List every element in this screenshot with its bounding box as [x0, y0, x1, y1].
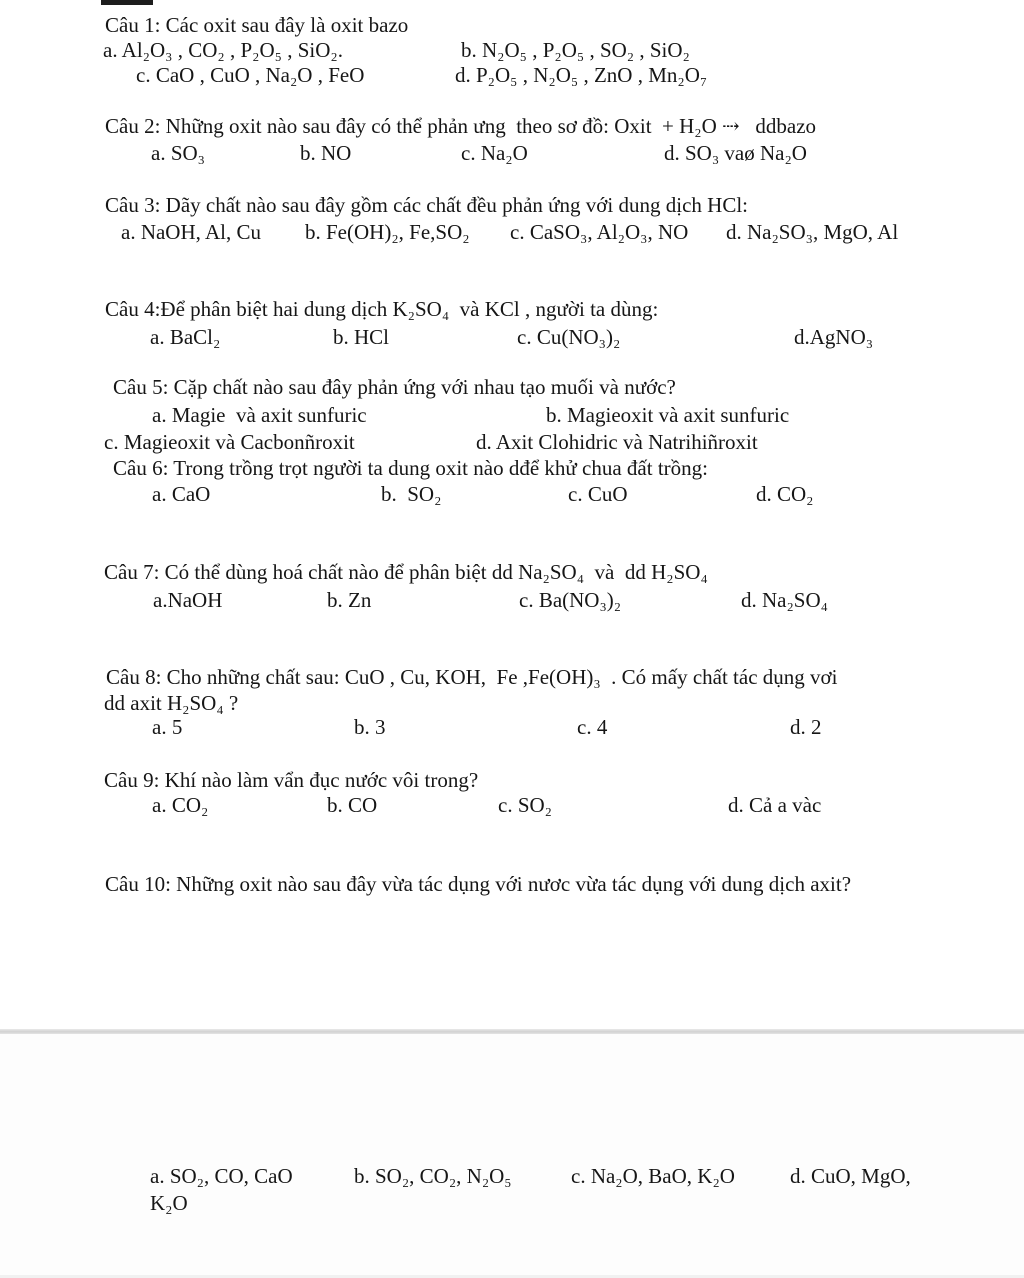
question-9-option-b: b. CO [327, 793, 378, 817]
question-7-title: Câu 7: Có thể dùng hoá chất nào để phân biệt dd Na₂SO₄ và dd H₂SO₄ [104, 560, 708, 584]
question-7-option-d: d. Na₂SO₄ [741, 588, 828, 612]
question-3-option-c: c. CaSO₃, Al₂O₃, NO [510, 220, 689, 244]
question-2-title: Câu 2: Những oxit nào sau đây có thể phản ưng theo sơ đồ: Oxit + H₂O ⇢ ddbazo [105, 114, 817, 138]
question-2-option-a: a. SO₃ [151, 141, 205, 165]
question-5-option-c: c. Magieoxit và Cacbonñroxit [104, 430, 355, 454]
question-4-option-d: d.AgNO₃ [794, 325, 874, 349]
question-10-option-b: b. SO₂, CO₂, N₂O₅ [354, 1164, 512, 1188]
question-5-option-d: d. Axit Clohidric và Natrihiñroxit [476, 430, 758, 454]
question-3-option-d: d. Na₂SO₃, MgO, Al [726, 220, 899, 244]
question-9-title: Câu 9: Khí nào làm vẩn đục nước vôi trong? [104, 768, 479, 792]
question-8-option-c: c. 4 [577, 715, 608, 739]
question-10-option-c: c. Na₂O, BaO, K₂O [571, 1164, 735, 1188]
question-10-title: Câu 10: Những oxit nào sau đây vừa tác dụng với nươc vừa tác dụng với dung dịch axit? [105, 872, 852, 896]
question-4-option-c: c. Cu(NO₃)₂ [517, 325, 621, 349]
question-5-title: Câu 5: Cặp chất nào sau đây phản ứng với nhau tạo muối và nước? [113, 375, 676, 399]
page-2-background [0, 1034, 1024, 1278]
question-3-option-b: b. Fe(OH)₂, Fe,SO₂ [305, 220, 470, 244]
question-7-option-a: a.NaOH [153, 588, 223, 612]
question-6-title: Câu 6: Trong trồng trọt người ta dung oxit nào dđể khử chua đất trồng: [113, 456, 708, 480]
question-1-option-b: b. N₂O₅ , P₂O₅ , SO₂ , SiO₂ [461, 38, 690, 62]
question-8-option-a: a. 5 [152, 715, 183, 739]
question-2-option-c: c. Na₂O [461, 141, 528, 165]
question-10-option-d: d. CuO, MgO, [790, 1164, 911, 1188]
question-7-option-b: b. Zn [327, 588, 372, 612]
question-4-title: Câu 4:Để phân biệt hai dung dịch K₂SO₄ và KCl , người ta dùng: [105, 297, 659, 321]
question-9-option-c: c. SO₂ [498, 793, 552, 817]
question-4-option-a: a. BaCl₂ [150, 325, 221, 349]
question-6-option-a: a. CaO [152, 482, 211, 506]
question-3-title: Câu 3: Dãy chất nào sau đây gồm các chất đều phản ứng với dung dịch HCl: [105, 193, 748, 217]
question-1-title: Câu 1: Các oxit sau đây là oxit bazo [105, 13, 409, 37]
question-1-option-c: c. CaO , CuO , Na₂O , FeO [136, 63, 365, 87]
clipped-heading-fragment [101, 0, 153, 5]
question-2-option-d: d. SO₃ vaø Na₂O [664, 141, 807, 165]
question-1-option-a: a. Al₂O₃ , CO₂ , P₂O₅ , SiO₂. [103, 38, 343, 62]
question-6-option-c: c. CuO [568, 482, 628, 506]
question-6-option-d: d. CO₂ [756, 482, 814, 506]
question-6-option-b: b. SO₂ [381, 482, 442, 506]
question-2-option-b: b. NO [300, 141, 352, 165]
question-8-title-line2: dd axit H₂SO₄ ? [104, 691, 239, 715]
question-8-title: Câu 8: Cho những chất sau: CuO , Cu, KOH, Fe ,Fe(OH)₃ . Có mấy chất tác dụng vơi [106, 665, 838, 689]
question-10-option-d-overflow: K₂O [150, 1191, 188, 1215]
question-1-option-d: d. P₂O₅ , N₂O₅ , ZnO , Mn₂O₇ [455, 63, 708, 87]
question-5-option-a: a. Magie và axit sunfuric [152, 403, 367, 427]
question-10-option-a: a. SO₂, CO, CaO [150, 1164, 293, 1188]
page-break-divider [0, 1029, 1024, 1034]
question-5-option-b: b. Magieoxit và axit sunfuric [546, 403, 790, 427]
question-3-option-a: a. NaOH, Al, Cu [121, 220, 261, 244]
question-8-option-d: d. 2 [790, 715, 822, 739]
question-9-option-a: a. CO₂ [152, 793, 209, 817]
question-4-option-b: b. HCl [333, 325, 390, 349]
question-9-option-d: d. Cả a vàc [728, 793, 822, 817]
question-7-option-c: c. Ba(NO₃)₂ [519, 588, 622, 612]
question-8-option-b: b. 3 [354, 715, 386, 739]
